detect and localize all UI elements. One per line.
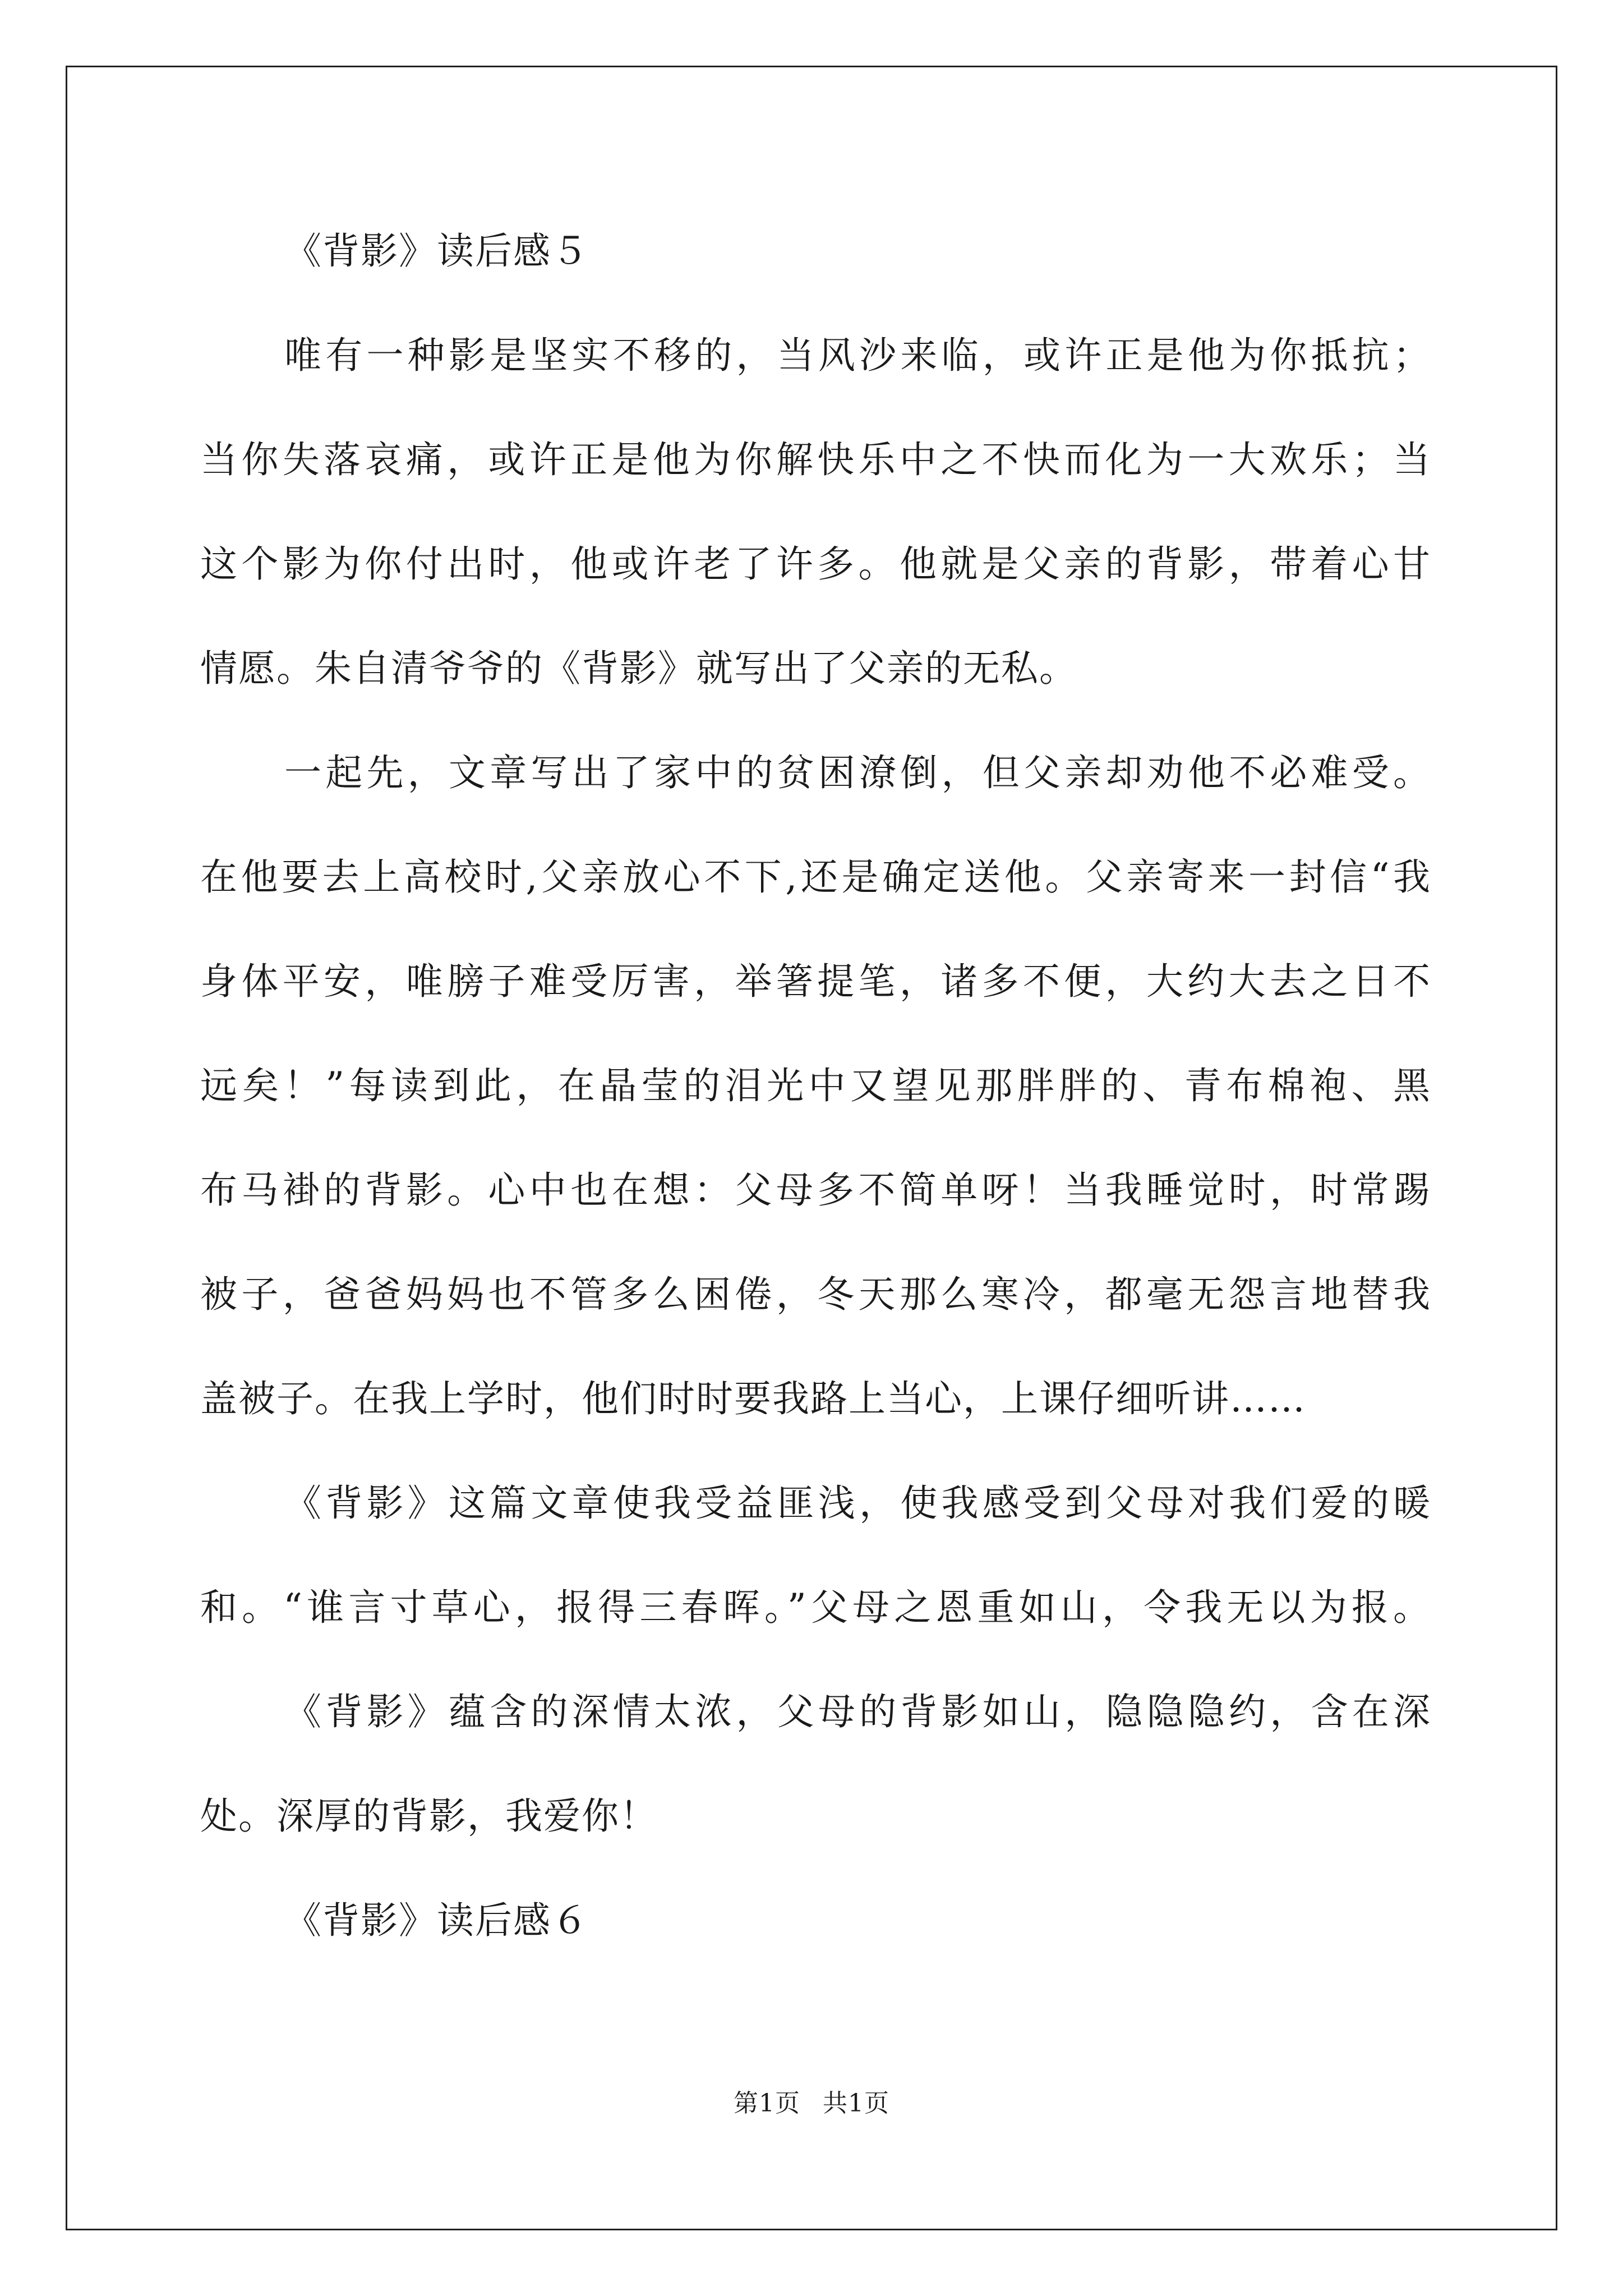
paragraph-1-line-3: 这个影为你付出时，他或许老了许多。他就是父亲的背影，带着心甘 [200,542,1431,586]
paragraph-2-line-2: 在他要去上高校时,父亲放心不下,还是确定送他。父亲寄来一封信“我 [200,855,1431,899]
paragraph-1-line-1: 唯有一种影是坚实不移的，当风沙来临，或许正是他为你抵抗； [284,334,1431,377]
essay-heading-6: 《背影》读后感６ [284,1899,589,1942]
paragraph-3-line-1: 《背影》这篇文章使我受益匪浅，使我感受到父母对我们爱的暖 [284,1481,1431,1525]
paragraph-2-line-3: 身体平安，唯膀子难受厉害，举箸提笔，诸多不便，大约大去之日不 [200,960,1431,1003]
essay-heading-5: 《背影》读后感５ [284,229,589,273]
paragraph-2-line-4: 远矣！”每读到此，在晶莹的泪光中又望见那胖胖的、青布棉袍、黑 [200,1064,1431,1107]
document-body [200,199,1431,1973]
paragraph-1-line-2: 当你失落哀痛，或许正是他为你解快乐中之不快而化为一大欢乐；当 [200,438,1431,481]
page-number: 第1页 [734,2089,800,2118]
paragraph-1-line-4: 情愿。朱自清爷爷的《背影》就写出了父亲的无私。 [200,647,1077,690]
page-footer [0,2087,1623,2120]
paragraph-2-line-6: 被子，爸爸妈妈也不管多么困倦，冬天那么寒冷，都毫无怨言地替我 [200,1273,1431,1316]
paragraph-4-line-2: 处。深厚的背影，我爱你！ [200,1795,658,1838]
paragraph-2-line-7: 盖被子。在我上学时，他们时时要我路上当心，上课仔细听讲…… [200,1377,1306,1420]
paragraph-2-line-5: 布马褂的背影。心中也在想：父母多不简单呀！当我睡觉时，时常踢 [200,1168,1431,1212]
paragraph-2-line-1: 一起先，文章写出了家中的贫困潦倒，但父亲却劝他不必难受。 [284,751,1431,794]
paragraph-4-line-1: 《背影》蕴含的深情太浓，父母的背影如山，隐隐隐约，含在深 [284,1690,1431,1733]
page-total: 共1页 [823,2089,889,2118]
paragraph-3-line-2: 和。“谁言寸草心，报得三春晖。”父母之恩重如山，令我无以为报。 [200,1586,1431,1629]
